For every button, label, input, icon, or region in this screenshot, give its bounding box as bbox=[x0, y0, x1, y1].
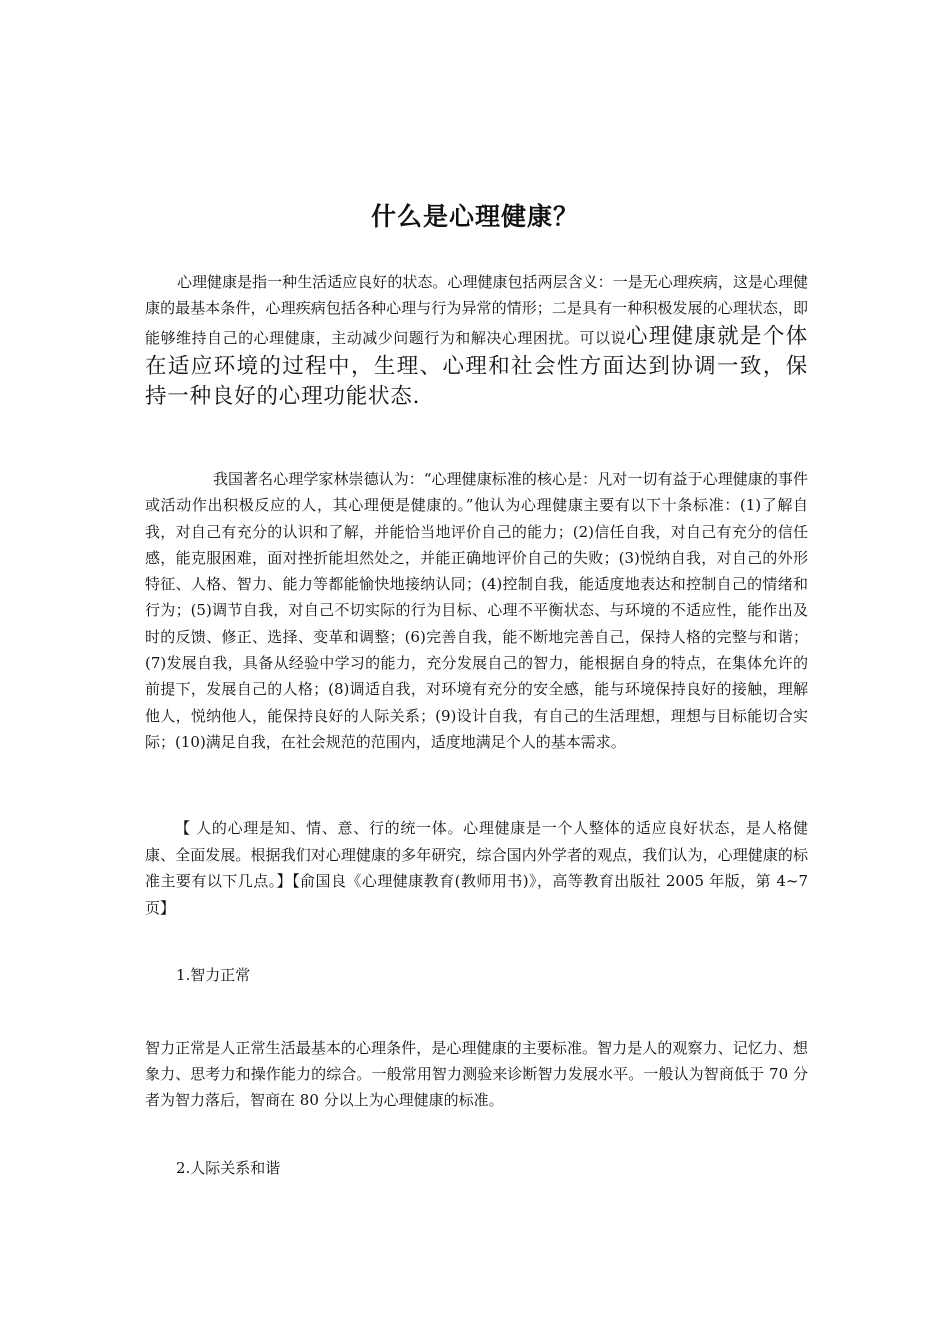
intro-paragraph bbox=[145, 270, 808, 412]
intro-emphasis: 心理健康就是个体在适应环境的过程中，生理、心理和社会性方面达到协调一致，保持一种良好的心理功能状态. bbox=[145, 323, 808, 409]
section-heading-intelligence: 1.智力正常 bbox=[176, 966, 251, 984]
standards-paragraph: 我国著名心理学家林崇德认为：“心理健康标准的核心是：凡对一切有益于心理健康的事件或活动作出积极反应的人，其心理便是健康的。”他认为心理健康主要有以下十条标准：(1)了解自我，对自己有充分的认识和了解，并能恰当地评价自己的能力；(2)信任自我，对自己有充分的信任感，能克服困难，面对挫折能坦然处之，并能正确地评价自己的失败；(3)悦纳自我，对自己的外形特征、人格、智力、能力等都能愉快地接纳认同；(4)控制自我，能适度地表达和控制自己的情绪和行为；(5)调节自我，对自己不切实际的行为目标、心理不平衡状态、与环境的不适应性，能作出及时的反馈、修正、选择、变革和调整；(6)完善自我，能不断地完善自己，保持人格的完整与和谐；(7)发展自我，具备从经验中学习的能力，充分发展自己的智力，能根据自身的特点，在集体允许的前提下，发展自己的人格；(8)调适自我，对环境有充分的安全感，能与环境保持良好的接触，理解他人，悦纳他人，能保持良好的人际关系；(9)设计自我，有自己的生活理想，理想与目标能切合实际；(10)满足自我，在社会规范的范围内，适度地满足个人的基本需求。 bbox=[145, 470, 808, 751]
page-title: 什么是心理健康？ bbox=[370, 201, 579, 231]
section-heading-relationships: 2.人际关系和谐 bbox=[176, 1159, 281, 1177]
intro-text: 心理健康是指一种生活适应良好的状态。心理健康包括两层含义：一是无心理疾病，这是心理健康的最基本条件，心理疾病包括各种心理与行为异常的情形；二是具有一种积极发展的心理状态，即能够维持自己的心理健康，主动减少问题行为和解决心理困扰。可以说 bbox=[145, 273, 808, 347]
quote-paragraph: 【 人的心理是知、情、意、行的统一体。心理健康是一个人整体的适应良好状态，是人格健康、全面发展。根据我们对心理健康的多年研究，综合国内外学者的观点，我们认为，心理健康的标准主要有以下几点。】【俞国良《心理健康教育(教师用书)》，高等教育出版社 2005 年版，第 4~7 页】 bbox=[145, 819, 808, 917]
section-body-intelligence: 智力正常是人正常生活最基本的心理条件，是心理健康的主要标准。智力是人的观察力、记忆力、想象力、思考力和操作能力的综合。一般常用智力测验来诊断智力发展水平。一般认为智商低于 70 分者为智力落后，智商在 80 分以上为心理健康的标准。 bbox=[145, 1039, 808, 1109]
